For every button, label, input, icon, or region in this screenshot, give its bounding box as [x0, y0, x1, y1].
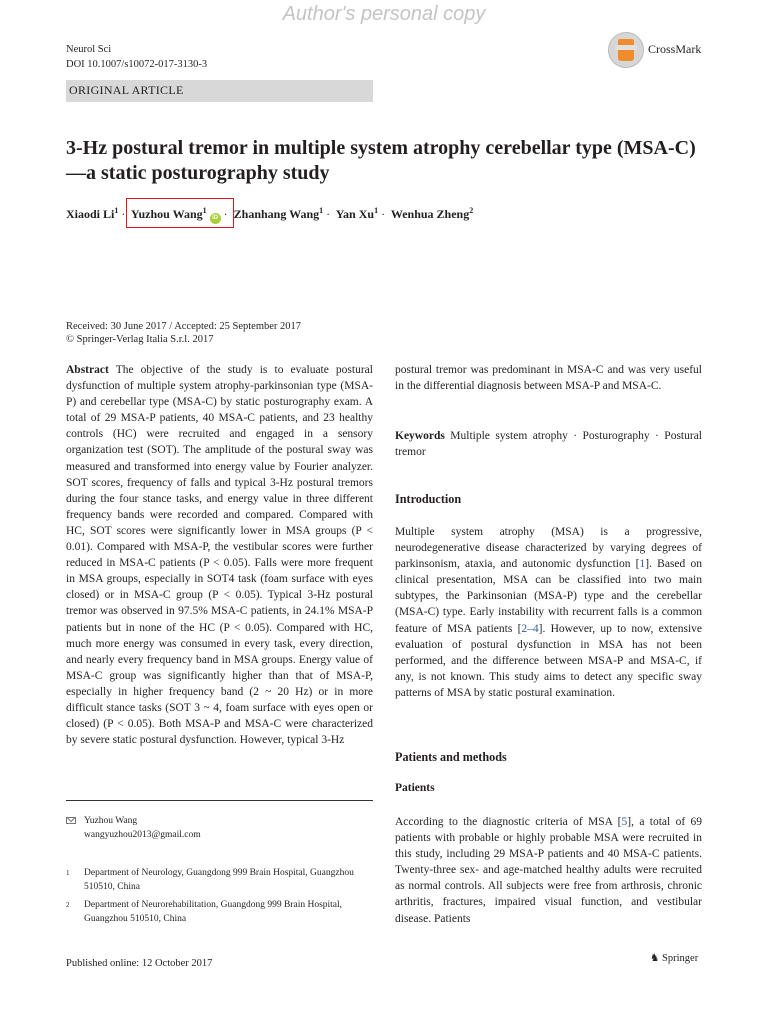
watermark: Author's personal copy — [282, 3, 486, 25]
springer-label: Springer — [662, 953, 699, 964]
author-separator: · — [223, 207, 228, 221]
abstract-continuation: postural tremor was predominant in MSA-C and was very useful in the differential diagnosis between MSA-P and MSA-C. — [395, 364, 702, 393]
methods-text: ], a total of 69 patients with probable or highly probable MSA were recruited in this study, including 29 MSA-P patients and 40 MSA-C patients. Twenty-three sex- and age-matched healthy adults were recruited as normal controls. All subjects were free from arthrosis, chronic arthritis, fractures, impaired visual function, and vestibular disease. Patients — [395, 816, 702, 925]
crossmark-label: CrossMark — [648, 42, 702, 56]
article-category-bar — [66, 80, 373, 102]
author-name: Zhanhang Wang — [233, 207, 320, 221]
author-affiliation: 1 — [114, 206, 119, 215]
author-separator: · — [121, 207, 126, 221]
citation-link[interactable]: 1 — [639, 558, 646, 571]
keywords-text: Multiple system atrophy · Posturography · Postural tremor — [395, 430, 702, 459]
article-title: 3-Hz postural tremor in multiple system atrophy cerebellar type (MSA-C)—a static posturography study — [66, 137, 696, 184]
intro-text: ]. However, up to now, extensive evaluation of postural dysfunction in MSA has not been performed, and the difference between MSA-P and MSA-C, if any, is not known. This study aims to detect any specific sway patterns of MSA by static postural examination. — [395, 622, 702, 699]
methods-text: According to the diagnostic criteria of MSA [ — [395, 816, 622, 828]
author-affiliation: 1 — [202, 206, 207, 215]
author-affiliation: 2 — [469, 206, 474, 215]
doi[interactable]: DOI 10.1007/s10072-017-3130-3 — [66, 59, 208, 70]
author-highlight-box — [126, 198, 234, 228]
affiliation-text: Department of Neurology, Guangdong 999 Brain Hospital, Guangzhou 510510, China — [84, 868, 354, 892]
corresponding-author: Yuzhou Wang — [84, 816, 138, 826]
patients-subheading: Patients — [395, 782, 435, 794]
citation-link[interactable]: 5 — [621, 816, 628, 828]
published-date: Published online: 12 October 2017 — [66, 958, 213, 969]
author-affiliation: 1 — [319, 206, 324, 215]
springer-logo — [650, 952, 698, 964]
journal-name: Neurol Sci — [66, 44, 112, 55]
received-dates: Received: 30 June 2017 / Accepted: 25 September 2017 — [66, 321, 302, 332]
author-affiliation: 1 — [374, 206, 379, 215]
introduction-heading: Introduction — [395, 492, 462, 506]
abstract-text: The objective of the study is to evaluate postural dysfunction of multiple system atrophy-parkinsonian type (MSA-P) and cerebellar type (MSA-C) by static posturography exam. A total of 29 MSA-P patients, 40 MSA-C patients, and 23 healthy controls (HC) were recruited and engaged in a sensory organization test (SOT). The amplitude of the postural sway was measured and transformed into energy value by Fourier analyzer. SOT scores, frequency of falls and typical 3-Hz postural tremors during the four stance tasks, and energy value in three different frequency bands were recorded and compared. Compared with HC, SOT scores were significantly lower in MSA groups (P < 0.01). Compared with MSA-P, the vestibular scores were further reduced in MSA-C patients (P < 0.05). Falls were more frequent in MSA groups, especially in SOT4 task (foam surface with eyes closed) or in MSA-C group (P < 0.05). Typical 3-Hz postural tremor was observed in 97.5% MSA-C patients, in 24.1% MSA-P patients but in none of the HC (P < 0.05). Compared with HC, much more energy was consumed in every task, every direction, and nearly every frequency band in MSA groups. Energy value of MSA-C group was significantly higher than that of MSA-P, especially in higher frequency band (2 ~ 20 Hz) or in more difficult stance tasks (SOT 3 ~ 4, foam surface with eyes open or closed) (P < 0.05). Both MSA-P and MSA-C were characterized by severe static postural dysfunction. However, typical 3-Hz — [66, 364, 373, 747]
orcid-icon[interactable]: iD — [210, 213, 221, 224]
author-separator: · — [381, 207, 386, 221]
springer-horse-icon: ♞ — [650, 953, 660, 964]
author-separator: · — [326, 207, 331, 221]
author-name: Xiaodi Li — [66, 207, 115, 221]
methods-paragraph — [395, 814, 702, 927]
author-name[interactable]: Yuzhou Wang — [130, 207, 203, 221]
affiliation-number: 2 — [66, 901, 70, 909]
article-category: ORIGINAL ARTICLE — [69, 83, 184, 97]
abstract-label: Abstract — [66, 364, 109, 376]
affiliation-number: 1 — [66, 869, 70, 877]
copyright: © Springer-Verlag Italia S.r.l. 2017 — [66, 334, 214, 345]
citation-link[interactable]: 2–4 — [521, 622, 539, 635]
author-name: Wenhua Zheng — [390, 207, 470, 221]
methods-heading: Patients and methods — [395, 750, 507, 764]
affiliation-1 — [66, 866, 373, 896]
crossmark-badge[interactable] — [608, 32, 718, 68]
keywords-label: Keywords — [395, 430, 445, 442]
abstract — [66, 362, 373, 748]
corresponding-email[interactable]: wangyuzhou2013@gmail.com — [84, 830, 201, 840]
envelope-icon — [66, 817, 76, 824]
correspondence — [66, 814, 373, 844]
keywords — [395, 428, 702, 460]
intro-text: ]. Based on clinical presentation, MSA can be classified into two main subtypes, the Parkinsonian (MSA-P) type and the cerebellar (MSA-C) type. Early instability with recurrent falls is a common feature of MSA patients [ — [395, 558, 702, 635]
affiliation-text: Department of Neurorehabilitation, Guangdong 999 Brain Hospital, Guangzhou 510510, China — [84, 900, 343, 924]
footnote-rule — [66, 800, 373, 801]
crossmark-icon — [608, 32, 644, 68]
introduction-paragraph — [395, 524, 702, 701]
affiliation-2 — [66, 898, 373, 928]
author-name: Yan Xu — [335, 207, 375, 221]
intro-text: Multiple system atrophy (MSA) is a progressive, neurodegenerative disease characterized by varying degrees of parkinsonism, ataxia, and autonomic dysfunction [ — [395, 526, 702, 571]
